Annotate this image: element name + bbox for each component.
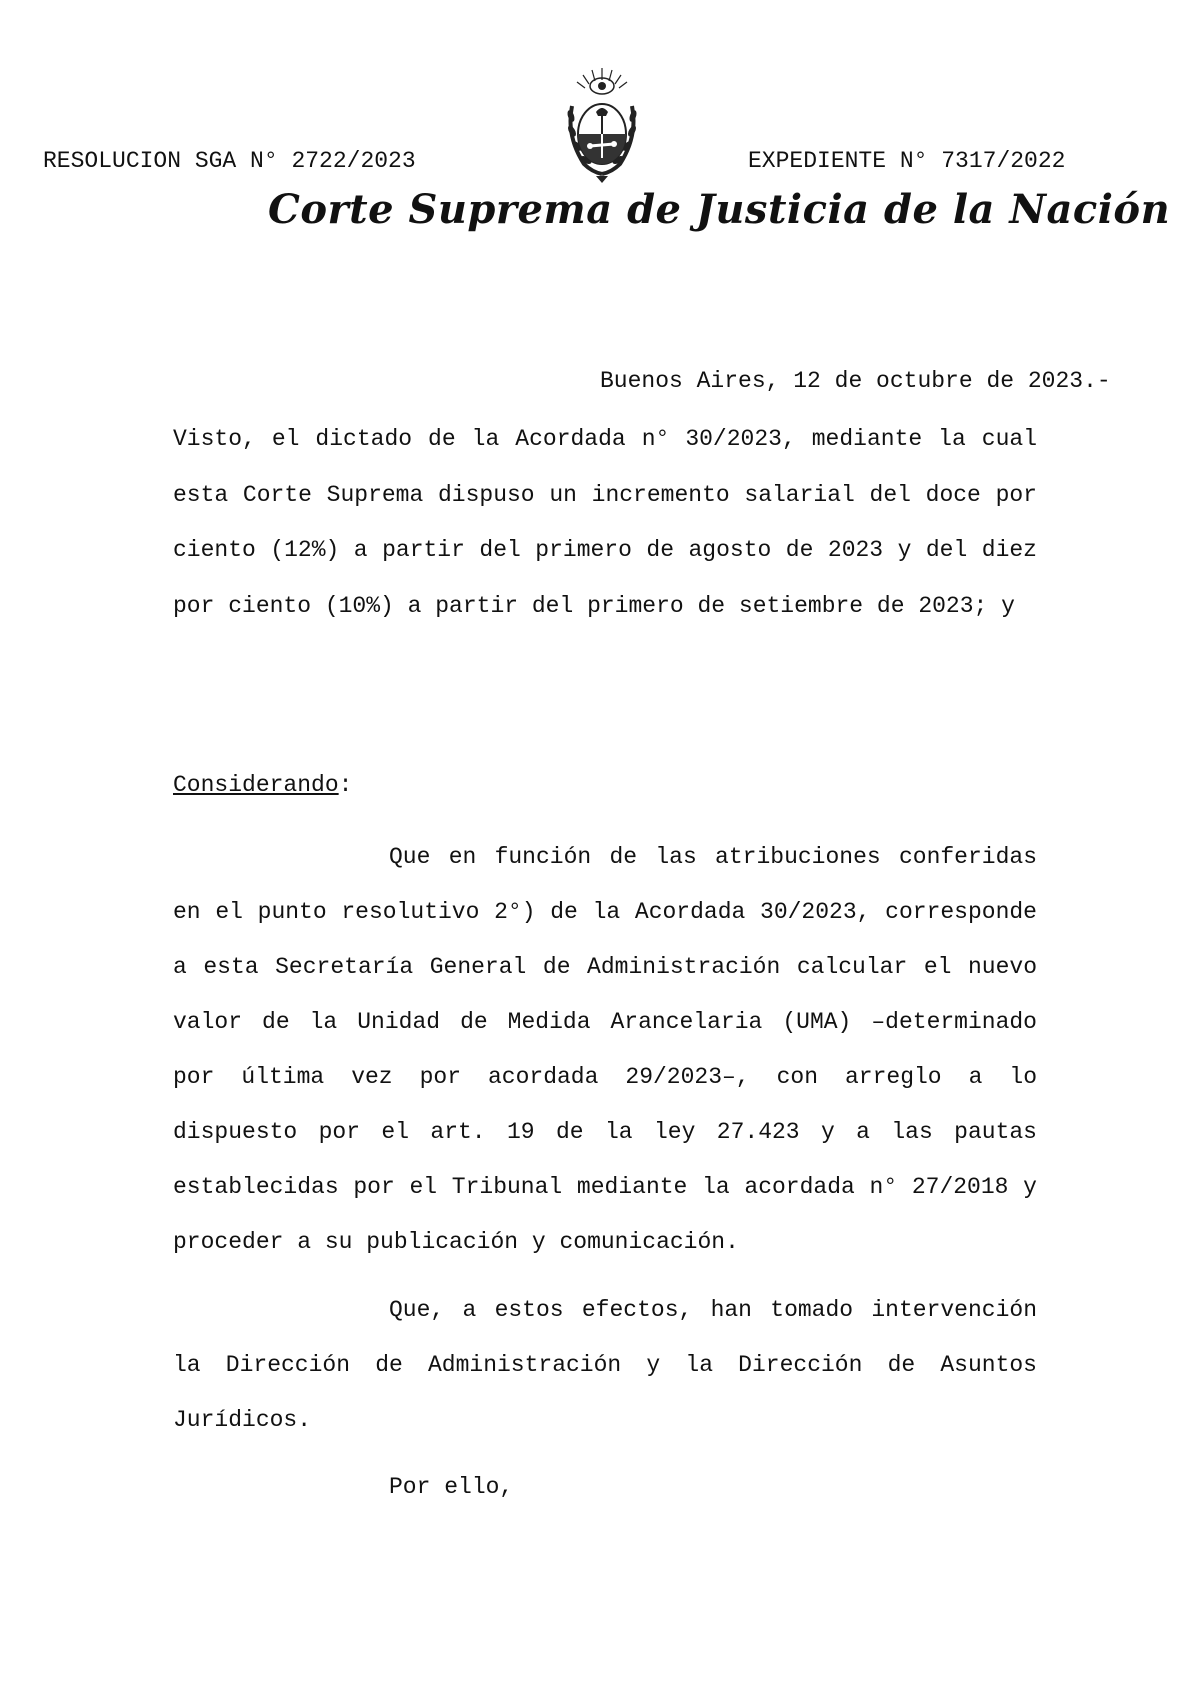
- por-ello-line: Por ello,: [389, 1474, 514, 1500]
- considerando-heading: [173, 772, 352, 798]
- considerando-colon: :: [338, 772, 353, 798]
- date-line: Buenos Aires, 12 de octubre de 2023.-: [600, 368, 1111, 394]
- visto-paragraph: Visto, el dictado de la Acordada n° 30/2023, mediante la cual esta Corte Suprema dispuso un incremento salarial del doce por ciento (12%) a partir del primero de agosto de 2023 y del diez por ciento (10%) a partir del primero de setiembre de 2023; y: [173, 426, 1037, 619]
- court-name-letterhead: Corte Suprema de Justicia de la Nación: [268, 186, 1171, 233]
- considerando-label: Considerando: [173, 772, 339, 798]
- case-file-number: EXPEDIENTE N° 7317/2022: [748, 148, 1066, 174]
- considerando-paragraph-1: Que en función de las atribuciones conferidas en el punto resolutivo 2°) de la Acordada 30/2023, corresponde a esta Secretaría General de Administración calcular el nuevo valor de la Unidad de Medida Arancelaria (UMA) –determinado por última vez por acordada 29/2023–, con arreglo a lo dispuesto por el art. 19 de la ley 27.423 y a las pautas establecidas por el Tribunal mediante la acordada n° 27/2018 y proceder a su publicación y comunicación.: [173, 844, 1037, 1255]
- considerando-paragraph-2: Que, a estos efectos, han tomado intervención la Dirección de Administración y la Dirección de Asuntos Jurídicos.: [173, 1297, 1037, 1433]
- argentina-coat-of-arms-icon: [562, 66, 642, 184]
- resolution-number: RESOLUCION SGA N° 2722/2023: [43, 148, 416, 174]
